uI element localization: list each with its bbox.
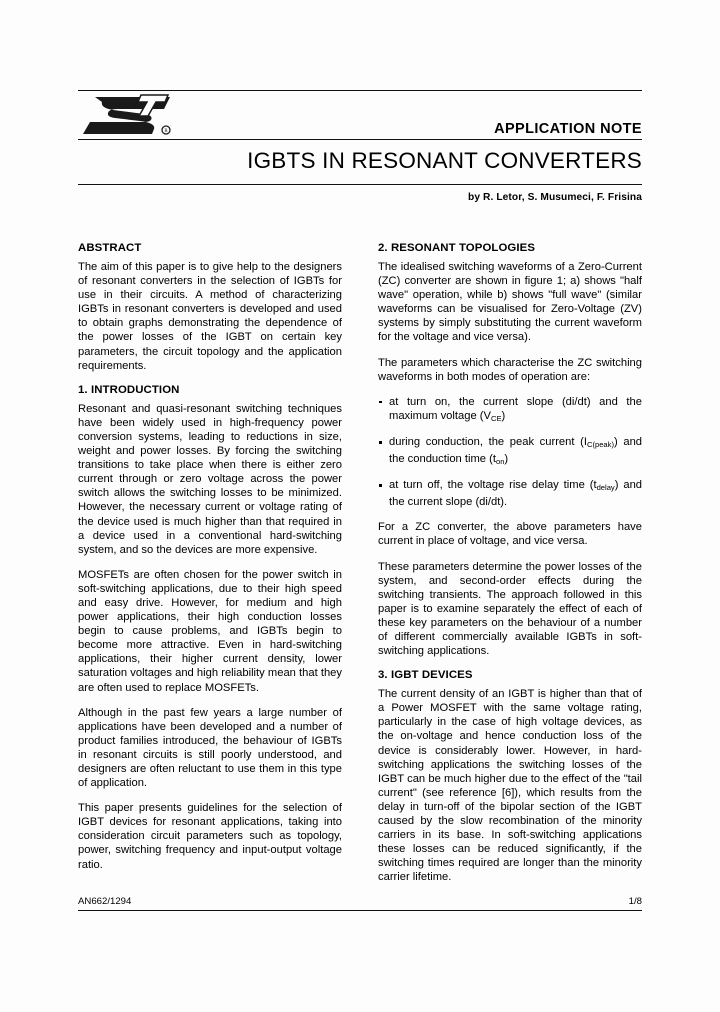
abstract-heading: ABSTRACT (78, 242, 142, 254)
page-title: IGBTS IN RESONANT CONVERTERS (247, 148, 642, 173)
introduction-heading: 1. INTRODUCTION (78, 383, 180, 396)
igbt-devices-paragraph-1: The current density of an IGBT is higher than that of a Power MOSFET with the same voltage rating, particularly in the case of high voltage devices, as the on-voltage and hence conduction loss of the device is considerably lower. However, in hard-switching applications the switching losses of the IGBT can be much higher due to the effect of the "tail current" (see reference [6]), which results from the delay in turn-off of the bipolar section of the IGBT caused by the slow recombination of the minority carriers in its base. In soft-switching applications these losses can be reduced significantly, if the switching times required are longer than the minority carrier lifetime. (378, 688, 642, 884)
page-content (78, 0, 642, 1012)
bullet-text-1: during conduction, the peak current $(I_{C(peak)})$ and the conduction time $(t_{on})$ (389, 435, 643, 467)
parameter-bullet-list (378, 395, 642, 510)
document-code: AN662/1294 (78, 896, 132, 907)
bullet-square-icon (379, 401, 382, 404)
introduction-paragraph-4: This paper presents guidelines for the selection of IGBT devices for resonant applications, taking into consideration circuit parameters such as topology, power, switching frequency and input-output voltage ratio. (78, 802, 342, 871)
st-logo-icon (80, 94, 172, 136)
introduction-paragraph-1: Resonant and quasi-resonant switching techniques have been widely used in high-frequency power conversion systems, leading to reductions in size, weight and power losses. By forcing the switching transitions to take place when there is either zero current through or zero voltage across the power switch allows the switching losses to be minimized. However, the necessary current or voltage rating of the device used is much higher than that required in a device used in a conventional hard-switching system, and so the devices are more expensive. (78, 402, 342, 556)
title-block (78, 140, 642, 184)
bullet-square-icon (379, 484, 382, 487)
topologies-paragraph-2: The parameters which characterise the ZC switching waveforms in both modes of operation are: (378, 356, 642, 383)
introduction-paragraph-3: Although in the past few years a large number of applications have been developed and a number of product families introduced, the behaviour of IGBTs in resonant circuits is still poorly understood, and designers are often reluctant to use them in this type of application. (78, 706, 342, 790)
page-footer (78, 896, 642, 911)
header-logo-row (78, 91, 642, 139)
topologies-paragraph-1: The idealised switching waveforms of a Zero-Current (ZC) converter are shown in figure 1; a) shows "half wave" operation, while b) shows "full wave" (similar waveforms can be visualised for Zero-Voltage (ZV) systems by simply substituting the current waveform for the voltage and vice versa). (378, 261, 642, 344)
authors-line: by R. Letor, S. Musumeci, F. Frisina (468, 192, 642, 203)
body-columns (78, 242, 642, 895)
header-bottom-rule (78, 184, 642, 185)
igbt-devices-heading: 3. IGBT DEVICES (378, 669, 473, 682)
application-note-label: APPLICATION NOTE (494, 121, 642, 137)
right-column (378, 242, 642, 895)
page-number: 1/8 (628, 896, 642, 907)
introduction-paragraph-2: MOSFETs are often chosen for the power switch in soft-switching applications, due to their high speed and easy drive. However, for medium and high power applications, their high conduction losses begin to cause problems, and IGBTs begin to become more attractive. Even in hard-switching applications, their higher current density, lower saturation voltages and high reliability mean that they are often used to replace MOSFETs. (78, 568, 342, 694)
left-column (78, 242, 342, 895)
list-item (378, 395, 642, 426)
topologies-paragraph-3: For a ZC converter, the above parameters have current in place of voltage, and vice versa. (378, 521, 642, 548)
abstract-paragraph: The aim of this paper is to give help to the designers of resonant converters in the selection of IGBTs for use in their circuits. A method of characterizing IGBTs in resonant converters is developed and used to obtain graphs demonstrating the dependence of the power losses of the IGBT on certain key parameters, the circuit topology and the application requirements. (78, 261, 342, 372)
bullet-text-0: at turn on, the current slope (di/dt) and the maximum voltage $(V_{CE})$ (389, 395, 642, 423)
list-item (378, 478, 642, 509)
topologies-paragraph-4: These parameters determine the power losses of the system, and second-order effects during the switching transients. The approach followed in this paper is to examine separately the effect of each of these key parameters on the behaviour of a number of different commercially available IGBTs in soft-switching applications. (378, 560, 642, 658)
bullet-square-icon (379, 441, 382, 444)
list-item (378, 435, 642, 469)
svg-text:R: R (164, 129, 168, 134)
bullet-text-2: at turn off, the voltage rise delay time $(t_{delay})$ and the current slope (di/dt). (389, 479, 643, 509)
resonant-topologies-heading: 2. RESONANT TOPOLOGIES (378, 242, 536, 254)
footer-rule (78, 910, 642, 911)
